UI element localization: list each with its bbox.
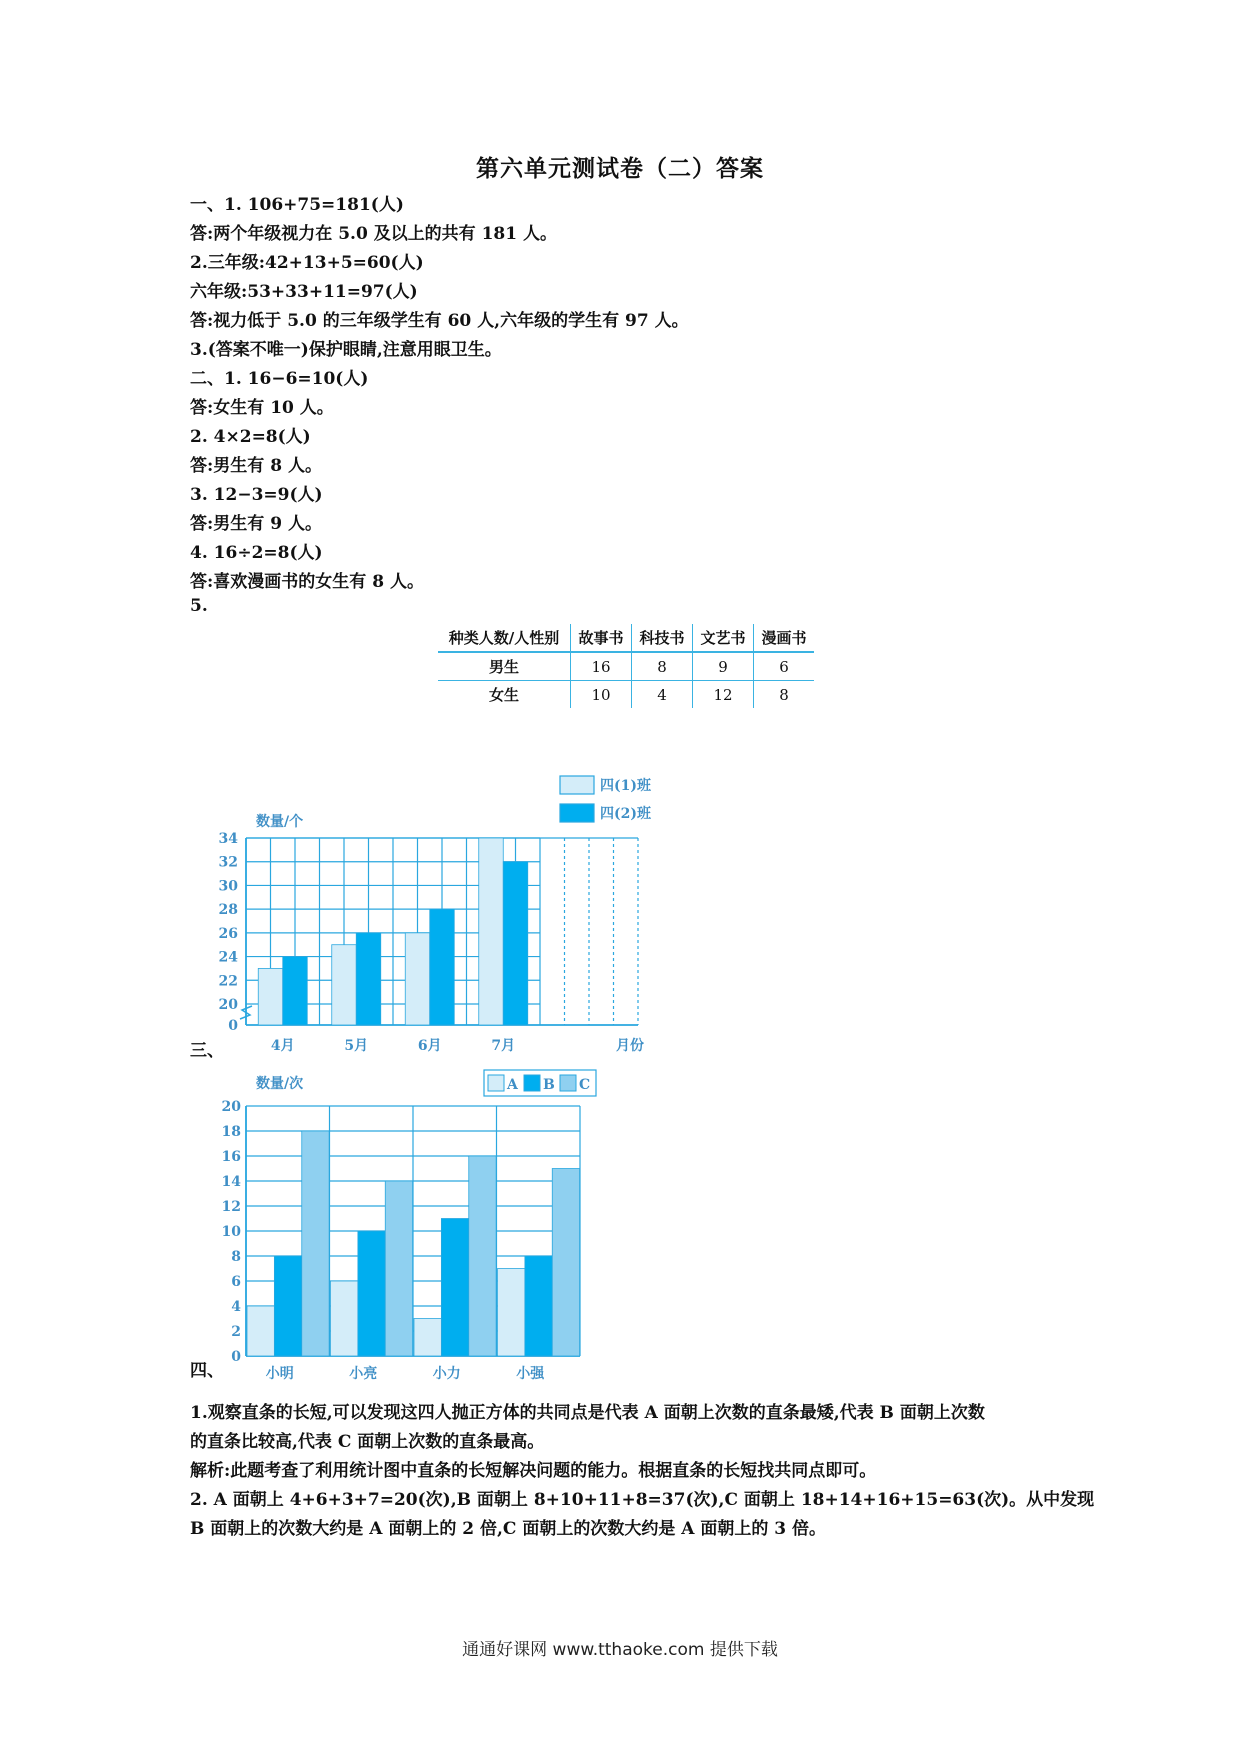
bar — [498, 1269, 525, 1357]
table-header-cell: 故事书 — [571, 624, 632, 652]
explanation-line: 的直条比较高,代表 C 面朝上次数的直条最高。 — [190, 1432, 545, 1452]
x-tick-label: 7月 — [491, 1038, 516, 1054]
bar — [469, 1156, 496, 1356]
y-tick-label: 26 — [218, 925, 238, 942]
x-tick-label: 小强 — [516, 1366, 545, 1382]
y-tick-label: 8 — [231, 1249, 241, 1265]
table-row-label: 女生 — [488, 686, 519, 704]
y-tick-label: 6 — [231, 1274, 241, 1290]
table-cell: 8 — [632, 652, 693, 681]
table-cell: 8 — [754, 681, 815, 709]
answer-line: 答:视力低于 5.0 的三年级学生有 60 人,六年级的学生有 97 人。 — [190, 311, 689, 331]
y-tick-label: 20 — [221, 1099, 241, 1115]
legend-label: B — [543, 1077, 555, 1093]
answer-line: 答:女生有 10 人。 — [190, 398, 334, 418]
y-tick-label: 16 — [221, 1149, 241, 1165]
explanation-line: 1.观察直条的长短,可以发现这四人抛正方体的共同点是代表 A 面朝上次数的直条最矮,代表 B 面朝上次数 — [190, 1403, 985, 1423]
x-tick-label: 5月 — [344, 1038, 369, 1054]
x-tick-label: 6月 — [417, 1038, 442, 1054]
answer-line: 3.(答案不唯一)保护眼睛,注意用眼卫生。 — [190, 340, 502, 360]
legend-label: 四(1)班 — [600, 778, 651, 794]
legend-swatch — [560, 1075, 576, 1091]
answer-line: 答:两个年级视力在 5.0 及以上的共有 181 人。 — [190, 224, 558, 244]
bar — [356, 933, 381, 1025]
answer-line: 答:男生有 8 人。 — [190, 456, 322, 476]
x-tick-label: 小亮 — [349, 1366, 378, 1382]
table-cell: 12 — [693, 681, 754, 709]
y-tick-label: 4 — [231, 1299, 241, 1315]
table-header-cell: 文艺书 — [693, 624, 754, 652]
bar — [430, 909, 455, 1025]
explanation-line: 解析:此题考查了利用统计图中直条的长短解决问题的能力。根据直条的长短找共同点即可。 — [190, 1461, 877, 1481]
y-tick-label: 34 — [218, 831, 238, 847]
table-header-cell: 种类人数/人性别 — [438, 624, 571, 652]
table-cell: 9 — [693, 652, 754, 681]
bar — [441, 1219, 468, 1357]
y-tick-label: 12 — [221, 1199, 241, 1215]
legend-label: 四(2)班 — [600, 806, 651, 822]
legend-swatch — [560, 804, 594, 822]
bar — [525, 1256, 552, 1356]
y-tick-label: 2 — [231, 1324, 241, 1340]
y-tick-label: 30 — [218, 878, 238, 895]
y-tick-label: 18 — [221, 1124, 241, 1140]
answer-line: 2.三年级:42+13+5=60(人) — [190, 253, 424, 273]
answer-line: 2. 4×2=8(人) — [190, 427, 311, 447]
bar — [283, 957, 308, 1025]
table-row-label: 男生 — [438, 652, 571, 681]
answer-line: 4. 16÷2=8(人) — [190, 543, 323, 563]
y-tick-label: 0 — [228, 1018, 238, 1034]
bar — [258, 968, 283, 1025]
bar — [503, 862, 528, 1025]
y-tick-label: 20 — [218, 997, 238, 1013]
explanation-line: B 面朝上的次数大约是 A 面朝上的 2 倍,C 面朝上的次数大约是 A 面朝上的 3 倍。 — [190, 1519, 827, 1539]
legend-swatch — [488, 1075, 504, 1091]
x-axis-label: 月份 — [616, 1038, 644, 1054]
y-axis-label: 数量/次 — [256, 1076, 304, 1092]
table-cell: 10 — [571, 681, 632, 709]
y-tick-label: 22 — [218, 973, 238, 990]
legend-swatch — [560, 776, 594, 794]
y-tick-label: 10 — [221, 1224, 241, 1240]
axis-break-mark — [240, 1006, 252, 1019]
bar — [274, 1256, 301, 1356]
x-tick-label: 小明 — [265, 1366, 294, 1382]
legend-label: A — [507, 1077, 518, 1093]
table-cell: 16 — [571, 652, 632, 681]
y-axis-label: 数量/个 — [256, 814, 304, 830]
table-header-cell: 漫画书 — [754, 624, 815, 652]
table-cell: 6 — [754, 652, 815, 681]
bar — [332, 945, 357, 1025]
footer-text: 通通好课网 www.tthaoke.com 提供下载 — [462, 1640, 778, 1660]
bar — [358, 1231, 385, 1356]
answer-line: 5. — [190, 596, 208, 616]
section-three-label: 三、 — [190, 1041, 224, 1061]
answer-line: 3. 12−3=9(人) — [190, 485, 323, 505]
answer-line: 六年级:53+33+11=97(人) — [190, 282, 418, 302]
table-header-cell: 科技书 — [632, 624, 693, 652]
answer-line: 一、1. 106+75=181(人) — [190, 195, 404, 215]
page-title: 第六单元测试卷（二）答案 — [476, 155, 764, 182]
bar — [479, 838, 504, 1025]
answer-line: 二、1. 16−6=10(人) — [190, 369, 369, 389]
x-tick-label: 小力 — [432, 1366, 461, 1382]
y-tick-label: 24 — [218, 949, 238, 966]
y-tick-label: 32 — [218, 854, 238, 871]
y-tick-label: 28 — [218, 902, 238, 919]
explanation-line: 2. A 面朝上 4+6+3+7=20(次),B 面朝上 8+10+11+8=37(次),C 面朝上 18+14+16+15=63(次)。从中发现 — [190, 1490, 1095, 1510]
bar — [385, 1181, 412, 1356]
bar — [302, 1131, 329, 1356]
legend-swatch — [524, 1075, 540, 1091]
bar — [405, 933, 430, 1025]
answer-line: 答:喜欢漫画书的女生有 8 人。 — [190, 572, 424, 592]
table-cell: 4 — [632, 681, 693, 709]
bar — [552, 1169, 579, 1357]
legend-label: C — [579, 1077, 591, 1093]
bar — [414, 1319, 441, 1357]
section-four-label: 四、 — [190, 1361, 224, 1381]
bar — [331, 1281, 358, 1356]
y-tick-label: 14 — [221, 1174, 241, 1190]
bar — [247, 1306, 274, 1356]
answer-line: 答:男生有 9 人。 — [190, 514, 322, 534]
x-tick-label: 4月 — [270, 1038, 295, 1054]
y-tick-label: 0 — [231, 1349, 241, 1365]
